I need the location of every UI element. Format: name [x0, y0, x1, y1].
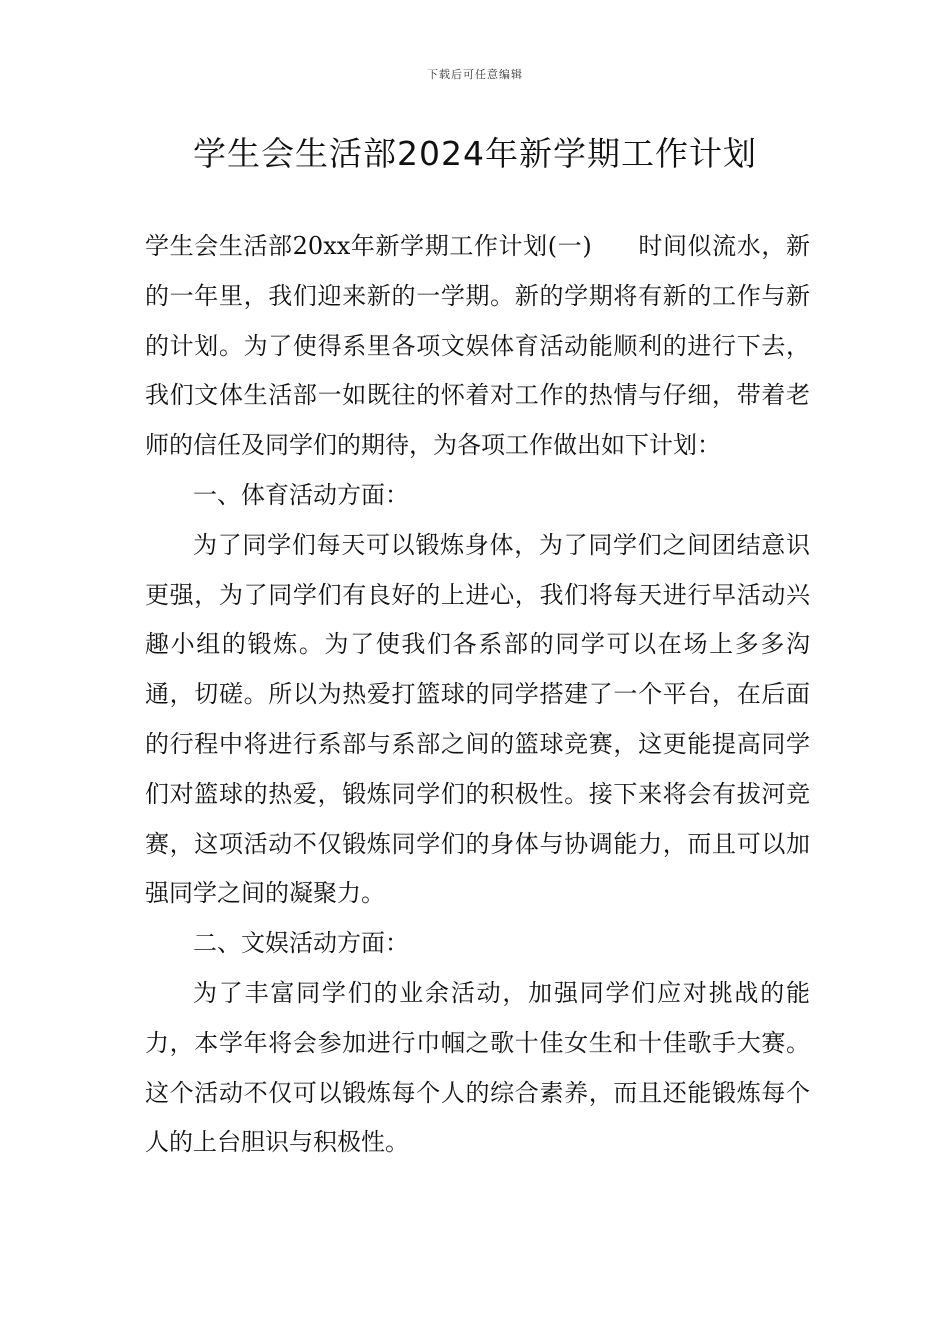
intro-text: 时间似流水，新的一年里，我们迎来新的一学期。新的学期将有新的工作与新的计划。为了使得系里各项文娱体育活动能顺利的进行下去，我们文体生活部一如既往的怀着对工作的热情与仔细，带着老师的信任及同学们的期待，为各项工作做出如下计划： — [145, 232, 810, 460]
intro-paragraph — [145, 222, 810, 471]
section-body-sports: 为了同学们每天可以锻炼身体，为了同学们之间团结意识更强，为了同学们有良好的上进心，我们将每天进行早活动兴趣小组的锻炼。为了使我们各系部的同学可以在场上多多沟通，切磋。所以为热爱打篮球的同学搭建了一个平台，在后面的行程中将进行系部与系部之间的篮球竞赛，这更能提高同学们对篮球的热爱，锻炼同学们的积极性。接下来将会有拔河竞赛，这项活动不仅锻炼同学们的身体与协调能力，而且可以加强同学之间的凝聚力。 — [145, 530, 810, 908]
document-title: 学生会生活部2024年新学期工作计划 — [193, 134, 757, 173]
section-body-entertainment: 为了丰富同学们的业余活动，加强同学们应对挑战的能力，本学年将会参加进行巾帼之歌十佳女生和十佳歌手大赛。这个活动不仅可以锻炼每个人的综合素养，而且还能锻炼每个人的上台胆识与积极性。 — [145, 978, 810, 1157]
intro-heading: 学生会生活部20xx年新学期工作计划(一) — [145, 232, 592, 260]
header-note: 下载后可任意编辑 — [427, 68, 523, 81]
section-heading-sports: 一、体育活动方面： — [193, 480, 409, 509]
section-heading-entertainment: 二、文娱活动方面： — [193, 929, 409, 958]
document-body — [145, 222, 810, 1168]
